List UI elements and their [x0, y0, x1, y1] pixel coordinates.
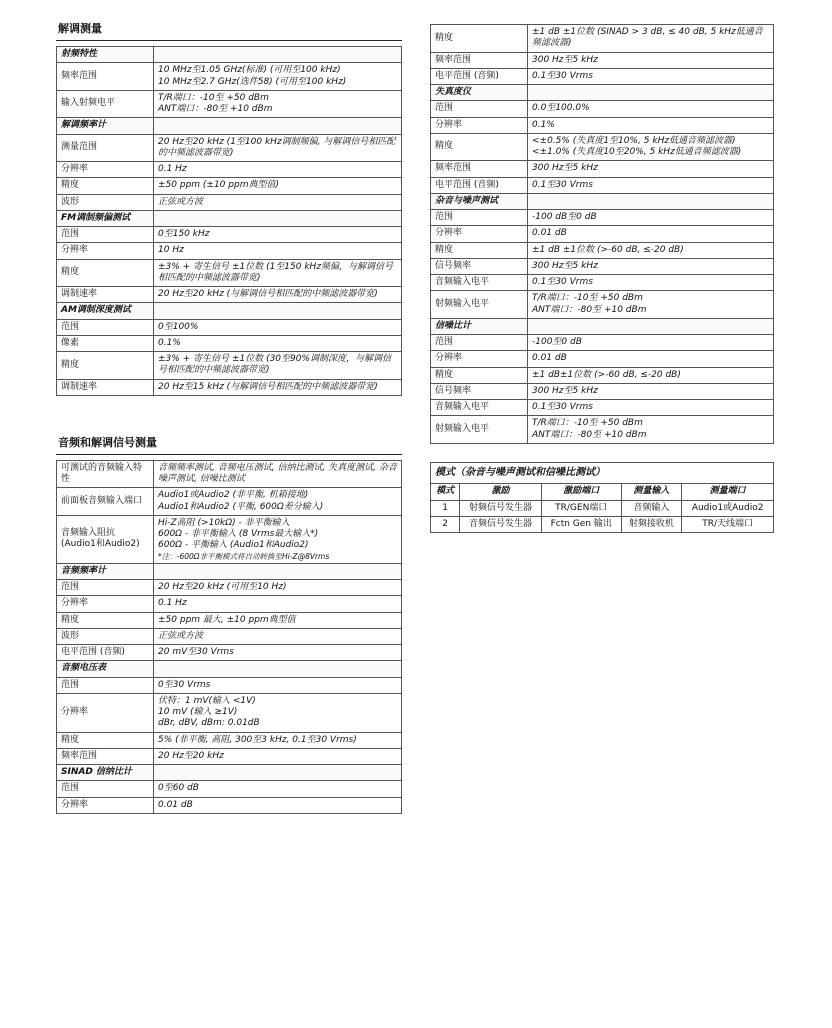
spec-value-line: T/R端口：-10至 +50 dBm [532, 418, 643, 429]
spec-value [154, 90, 402, 118]
spec-key: 调制速率 [57, 287, 154, 303]
spec-value-line: 20 mV至30 Vrms [158, 647, 234, 658]
spec-row [431, 101, 774, 117]
mode-col-header: 测量端口 [682, 484, 774, 500]
demod-spec-table [56, 46, 402, 396]
mode-cell: 音频输入 [621, 500, 682, 516]
mode-cell: 射频信号发生器 [460, 500, 542, 516]
spec-key: 范围 [431, 101, 528, 117]
spec-value-line: 伏特：1 mV(输入 <1V) [158, 695, 256, 706]
spec-value-line: 0至150 kHz [158, 229, 210, 239]
spec-row [57, 227, 402, 243]
spec-key: 范围 [57, 580, 154, 596]
spec-value [154, 352, 402, 380]
spec-row [431, 52, 774, 68]
spec-key: 范围 [57, 227, 154, 243]
spec-row [57, 352, 402, 380]
spec-value [528, 291, 774, 319]
spec-value-line: 0至100% [158, 321, 199, 332]
spec-value-line: 300 Hz至5 kHz [532, 163, 598, 174]
spec-value-line: 20 Hz至15 kHz (与解调信号相匹配的中频滤波器带宽) [158, 381, 378, 392]
spec-row [57, 596, 402, 612]
spec-value-line: 300 Hz至5 kHz [532, 385, 598, 396]
spec-group-header [57, 661, 402, 677]
spec-value [154, 596, 402, 612]
spec-key: 信号频率 [431, 383, 528, 399]
mode-table [430, 462, 774, 533]
spec-value-line: 10 Hz [158, 245, 184, 256]
spec-value [528, 416, 774, 444]
spec-row [431, 177, 774, 193]
spec-value [154, 797, 402, 813]
spec-row [431, 291, 774, 319]
spec-key: 频率范围 [57, 748, 154, 764]
spec-row [431, 25, 774, 53]
spec-value-line: 20 Hz至20 kHz (可用至10 Hz) [158, 582, 287, 593]
mode-col-header: 激励端口 [541, 484, 621, 500]
spec-row [431, 335, 774, 351]
spec-key: 频率范围 [431, 52, 528, 68]
mode-table-title: 模式（杂音与噪声测试和信噪比测试） [431, 462, 774, 484]
spec-key: 射频输入电平 [431, 416, 528, 444]
spec-row [57, 178, 402, 194]
spec-row [431, 242, 774, 258]
group-title: 杂音与噪声测试 [431, 193, 528, 209]
spec-key: 精度 [431, 242, 528, 258]
spec-value [154, 259, 402, 287]
spec-row [57, 335, 402, 351]
spec-value [528, 210, 774, 226]
spec-value-line: ANT端口：-80至 +10 dBm [532, 429, 647, 440]
spec-value [528, 400, 774, 416]
group-title: 音频频率计 [57, 563, 154, 579]
group-title: 失真度仪 [431, 85, 528, 101]
spec-row [57, 243, 402, 259]
mode-cell: Fctn Gen 输出 [541, 516, 621, 532]
spec-value-line: Audio1和Audio2 (平衡, 600Ω差分输入) [158, 501, 324, 512]
spec-value [154, 287, 402, 303]
spec-key: 频率范围 [57, 63, 154, 91]
spec-value-line: -100 dB至0 dB [532, 212, 597, 222]
mode-col-header: 模式 [431, 484, 460, 500]
spec-key: 精度 [57, 612, 154, 628]
spec-row [57, 63, 402, 91]
spec-row [431, 68, 774, 84]
spec-key: 分辨率 [57, 162, 154, 178]
spec-value-line: <±1.0% (失真度10至20%, 5 kHz低通音频滤波器) [532, 147, 742, 157]
spec-key: 电平范围 (音频) [57, 645, 154, 661]
spec-value [154, 580, 402, 596]
spec-key: 可测试的音频输入特性 [57, 460, 154, 488]
spec-key: 范围 [57, 319, 154, 335]
spec-key: 分辨率 [57, 596, 154, 612]
spec-group-header [57, 563, 402, 579]
spec-value-line: 10 MHz至1.05 GHz(标准) (可用至100 kHz) [158, 65, 341, 76]
spec-value-line: 300 Hz至5 kHz [532, 54, 598, 65]
spec-value [528, 25, 774, 53]
spec-key: 分辨率 [57, 797, 154, 813]
section-title-demod: 解调测量 [56, 14, 402, 41]
spec-value-line: 300 Hz至5 kHz [532, 260, 598, 271]
spec-value-line: T/R端口：-10至 +50 dBm [532, 293, 643, 304]
spec-value-line: 600Ω - 非平衡输入 (8 Vrms最大输入*) [158, 529, 319, 539]
group-title-blank [154, 47, 402, 63]
spec-value-line: 0.1至30 Vrms [532, 179, 593, 190]
spec-value-line: ±3% + 寄生信号 ±1位数 (1至150 kHz频偏，与解调信号相匹配的中频滤波器带宽) [158, 261, 394, 283]
spec-key: 分辨率 [431, 226, 528, 242]
spec-value-line: ±1 dB±1位数 (>-60 dB, ≤-20 dB) [532, 369, 681, 380]
spec-key: 调制速率 [57, 379, 154, 395]
spec-value [154, 693, 402, 732]
spec-value [528, 177, 774, 193]
spec-value [154, 628, 402, 644]
spec-value-line: ±3% + 寄生信号 ±1位数 (30至90%调制深度，与解调信号相匹配的中频滤波器带宽) [158, 354, 392, 376]
spec-key: 音频输入电平 [431, 400, 528, 416]
mode-cell: 2 [431, 516, 460, 532]
group-title-blank [528, 193, 774, 209]
spec-key: 输入射频电平 [57, 90, 154, 118]
spec-key: 测量范围 [57, 134, 154, 162]
spec-value [528, 258, 774, 274]
spec-key: 范围 [57, 677, 154, 693]
spec-value-line: 0.1% [532, 119, 555, 130]
spec-value [154, 194, 402, 210]
spec-value-line: 0.1 Hz [158, 164, 187, 174]
spec-key: 音频输入阻抗 (Audio1和Audio2) [57, 515, 154, 563]
spec-row [431, 400, 774, 416]
spec-value [154, 243, 402, 259]
spec-value-line: 20 Hz至20 kHz [158, 750, 224, 761]
spec-value [528, 226, 774, 242]
spec-value [154, 781, 402, 797]
spec-row [57, 781, 402, 797]
spec-value-line: T/R端口：-10至 +50 dBm [158, 92, 269, 103]
spec-value-line: ±50 ppm (±10 ppm典型值) [158, 180, 279, 191]
group-title-blank [154, 661, 402, 677]
spec-key: 精度 [57, 732, 154, 748]
spec-value-line: 0.1% [158, 337, 181, 348]
spec-row [57, 379, 402, 395]
spec-key: 像素 [57, 335, 154, 351]
spec-value [154, 63, 402, 91]
group-title: 解调频率计 [57, 118, 154, 134]
spec-key: 分辨率 [57, 693, 154, 732]
spec-value [528, 275, 774, 291]
spec-value [528, 351, 774, 367]
spec-key: 音频输入电平 [431, 275, 528, 291]
spec-value [154, 612, 402, 628]
spec-value [154, 162, 402, 178]
spec-group-header [57, 47, 402, 63]
spec-value [154, 319, 402, 335]
spec-row [57, 162, 402, 178]
spec-value-line: Audio1或Audio2 (非平衡, 机箱接地) [158, 490, 309, 501]
mode-cell: TR/GEN端口 [541, 500, 621, 516]
spec-key: 精度 [431, 133, 528, 161]
spec-note: *注：-600Ω非平衡模式将自动转换至Hi-Z@8Vrms [158, 551, 330, 561]
spec-group-header [57, 118, 402, 134]
spec-value [154, 134, 402, 162]
spec-value [154, 748, 402, 764]
mode-cell: TR/天线端口 [682, 516, 774, 532]
right-column [430, 24, 774, 533]
spec-row [431, 367, 774, 383]
spec-row [57, 748, 402, 764]
group-title-blank [154, 303, 402, 319]
spec-row [57, 797, 402, 813]
spec-value-line: 0至30 Vrms [158, 679, 211, 690]
spec-row [431, 258, 774, 274]
spec-value-line: ANT端口：-80至 +10 dBm [532, 304, 647, 315]
spec-row [431, 383, 774, 399]
group-title: AM调制深度测试 [57, 303, 154, 319]
group-title-blank [154, 210, 402, 226]
spec-group-header [431, 318, 774, 334]
spec-key: 信号频率 [431, 258, 528, 274]
spec-value-line: 20 Hz至20 kHz (1至100 kHz调制频偏, 与解调信号相匹配的中频滤波器带宽) [158, 136, 396, 158]
spec-value-line: 0.1至30 Vrms [532, 402, 593, 412]
spec-key: 电平范围 (音频) [431, 177, 528, 193]
mode-cell: 射频接收机 [621, 516, 682, 532]
spec-value [528, 242, 774, 258]
spec-key: 精度 [57, 352, 154, 380]
mode-cell: Audio1或Audio2 [682, 500, 774, 516]
spec-key: 精度 [431, 25, 528, 53]
spec-value-line: 0.0至100.0% [532, 103, 590, 114]
spec-row [57, 460, 402, 488]
spec-row [57, 693, 402, 732]
spec-value [154, 732, 402, 748]
spec-value [528, 367, 774, 383]
spec-row [57, 580, 402, 596]
mode-cell: 1 [431, 500, 460, 516]
spec-row [57, 287, 402, 303]
spec-row [431, 226, 774, 242]
spec-row [57, 259, 402, 287]
mode-row [431, 516, 774, 532]
spec-value-line: ±1 dB ±1位数 (>-60 dB, ≤-20 dB) [532, 244, 684, 255]
spec-key: 范围 [431, 210, 528, 226]
spec-value-line: 0.1 Hz [158, 598, 187, 609]
group-title-blank [154, 563, 402, 579]
spec-row [57, 90, 402, 118]
spec-key: 精度 [431, 367, 528, 383]
mode-col-header: 测量输入 [621, 484, 682, 500]
spec-row [57, 515, 402, 563]
spec-value-line: 0.01 dB [532, 353, 567, 364]
spec-value-line: 正弦或方波 [158, 630, 204, 641]
spec-value [528, 101, 774, 117]
spec-value-line: 20 Hz至20 kHz (与解调信号相匹配的中频滤波器带宽) [158, 289, 378, 299]
spec-group-header [57, 765, 402, 781]
spec-group-header [431, 193, 774, 209]
spec-row [57, 628, 402, 644]
section-title-audio: 音频和解调信号测量 [56, 428, 402, 455]
spec-row [57, 677, 402, 693]
spec-value [154, 178, 402, 194]
group-title: 射频特性 [57, 47, 154, 63]
spec-value-line: 5% (非平衡, 高阻, 300至3 kHz, 0.1至30 Vrms) [158, 734, 357, 745]
spec-value [528, 117, 774, 133]
spec-value [154, 488, 402, 516]
group-title: 音频电压表 [57, 661, 154, 677]
group-title-blank [154, 765, 402, 781]
spec-group-header [57, 210, 402, 226]
spec-value [154, 645, 402, 661]
spec-group-header [431, 85, 774, 101]
spec-value-line: Hi-Z高阻 (>10kΩ) - 非平衡输入 [158, 517, 290, 528]
spec-value-line: ±50 ppm 最大, ±10 ppm典型值 [158, 614, 296, 625]
spec-value-line: 10 mV (输入 ≥1V) [158, 707, 238, 718]
spec-key: 波形 [57, 628, 154, 644]
group-title-blank [528, 318, 774, 334]
spec-value-line: 0.01 dB [532, 228, 567, 239]
spec-key: 射频输入电平 [431, 291, 528, 319]
spec-row [431, 133, 774, 161]
spec-value-line: 音频频率测试, 音频电压测试, 信纳比测试, 失真度测试, 杂音噪声测试, 信噪比测试 [158, 462, 397, 484]
mode-table-header [431, 484, 774, 500]
spec-value-line: 0.01 dB [158, 799, 193, 810]
audio-spec-table-cont [430, 24, 774, 444]
spec-value-line: ±1 dB ±1位数 (SINAD > 3 dB, ≤ 40 dB, 5 kHz低通音频滤波器) [532, 27, 763, 49]
spec-key: 分辨率 [57, 243, 154, 259]
spec-value-line: 0.1至30 Vrms [532, 70, 593, 81]
spec-row [57, 732, 402, 748]
spec-row [57, 134, 402, 162]
spec-key: 波形 [57, 194, 154, 210]
mode-col-header: 激励 [460, 484, 542, 500]
spec-row [57, 319, 402, 335]
spec-value-line: 正弦或方波 [158, 196, 204, 207]
spec-key: 电平范围 (音频) [431, 68, 528, 84]
spec-value [154, 677, 402, 693]
spec-row [431, 161, 774, 177]
spec-value-line: 0.1至30 Vrms [532, 277, 593, 287]
spec-key: 精度 [57, 259, 154, 287]
spec-key: 前面板音频输入端口 [57, 488, 154, 516]
spec-key: 精度 [57, 178, 154, 194]
spec-value-line: <±0.5% (失真度1至10%, 5 kHz低通音频滤波器) [532, 135, 736, 146]
spec-value [528, 52, 774, 68]
group-title: 信噪比计 [431, 318, 528, 334]
spec-row [431, 416, 774, 444]
left-column [56, 14, 402, 814]
spec-value-line: -100至0 dB [532, 337, 582, 347]
spec-key: 范围 [57, 781, 154, 797]
group-title: FM调制频偏测试 [57, 210, 154, 226]
spec-key: 范围 [431, 335, 528, 351]
group-title: SINAD 信纳比计 [57, 765, 154, 781]
spec-row [57, 645, 402, 661]
mode-cell: 音频信号发生器 [460, 516, 542, 532]
spec-value [528, 335, 774, 351]
spec-key: 分辨率 [431, 117, 528, 133]
spec-value [528, 68, 774, 84]
audio-spec-table [56, 460, 402, 814]
spec-row [431, 275, 774, 291]
spec-group-header [57, 303, 402, 319]
spec-value [154, 515, 402, 563]
spec-value [154, 460, 402, 488]
group-title-blank [154, 118, 402, 134]
spec-row [57, 488, 402, 516]
spec-row [431, 117, 774, 133]
spec-value-line: ANT端口：-80至 +10 dBm [158, 104, 273, 114]
spec-value [528, 133, 774, 161]
mode-row [431, 500, 774, 516]
spec-value [528, 161, 774, 177]
spec-value [528, 383, 774, 399]
spec-key: 分辨率 [431, 351, 528, 367]
spec-row [57, 194, 402, 210]
spec-value [154, 335, 402, 351]
spec-value [154, 227, 402, 243]
spec-value [154, 379, 402, 395]
spec-value-line: 0至60 dB [158, 783, 199, 794]
spec-value-line: 600Ω - 平衡输入 (Audio1和Audio2) [158, 540, 309, 551]
spec-key: 频率范围 [431, 161, 528, 177]
spec-value-line: 10 MHz至2.7 GHz(选件58) (可用至100 kHz) [158, 76, 347, 87]
spec-row [431, 210, 774, 226]
group-title-blank [528, 85, 774, 101]
spec-row [431, 351, 774, 367]
spec-value-line: dBr, dBV, dBm: 0.01dB [158, 718, 260, 729]
spec-row [57, 612, 402, 628]
